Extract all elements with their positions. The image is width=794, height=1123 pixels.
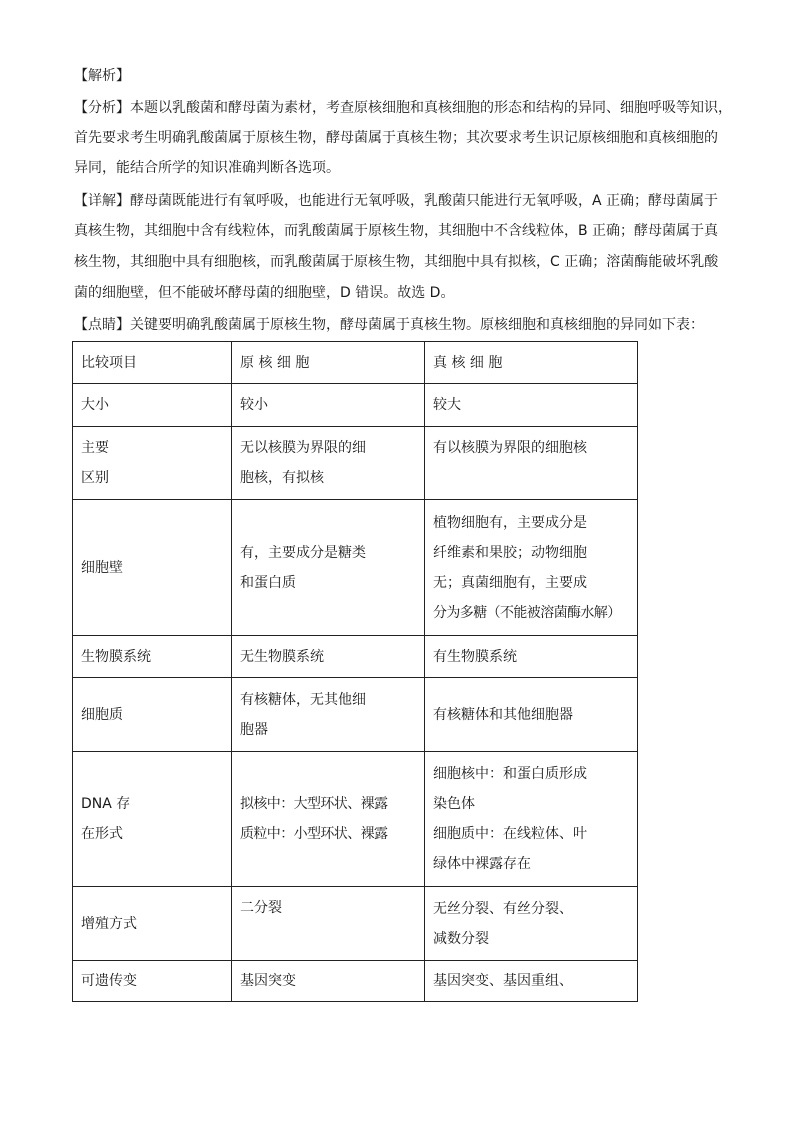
row-prokaryote-cell: 拟核中：大型环状、裸露 质粒中：小型环状、裸露 bbox=[232, 752, 425, 887]
section-heading: 【解析】 bbox=[74, 68, 130, 84]
row-prokaryote-cell: 有核糖体，无其他细 胞器 bbox=[232, 678, 425, 752]
row-eukaryote-cell: 细胞核中：和蛋白质形成 染色体 细胞质中：在线粒体、叶 绿体中裸露存在 bbox=[425, 752, 638, 887]
comparison-table bbox=[72, 341, 638, 1002]
row-item-cell: 增殖方式 bbox=[73, 887, 232, 961]
row-item-cell: 可遗传变 bbox=[73, 961, 232, 1002]
row-item-cell: 细胞质 bbox=[73, 678, 232, 752]
row-eukaryote-cell: 无丝分裂、有丝分裂、 减数分裂 bbox=[425, 887, 638, 961]
row-prokaryote-cell: 二分裂 bbox=[232, 887, 425, 961]
detail-line-3: 核生物，其细胞中具有细胞核，而乳酸菌属于原核生物，其细胞中具有拟核，C 正确；溶菌酶能破坏乳酸 bbox=[74, 254, 719, 270]
header-cell-prokaryote: 原 核 细 胞 bbox=[232, 342, 425, 384]
table-row bbox=[73, 384, 638, 427]
table-row bbox=[73, 427, 638, 500]
header-cell-eukaryote: 真 核 细 胞 bbox=[425, 342, 638, 384]
header-cell-item: 比较项目 bbox=[73, 342, 232, 384]
analysis-line-2: 首先要求考生明确乳酸菌属于原核生物，酵母菌属于真核生物；其次要求考生识记原核细胞和真核细胞的 bbox=[74, 130, 718, 146]
row-item-cell: 细胞壁 bbox=[73, 500, 232, 636]
analysis-line-1: 【分析】本题以乳酸菌和酵母菌为素材，考查原核细胞和真核细胞的形态和结构的异同、细胞呼吸等知识， bbox=[74, 100, 732, 116]
row-prokaryote-cell: 较小 bbox=[232, 384, 425, 427]
detail-line-1: 【详解】酵母菌既能进行有氧呼吸，也能进行无氧呼吸，乳酸菌只能进行无氧呼吸，A 正确；酵母菌属于 bbox=[74, 193, 719, 209]
row-prokaryote-cell: 无以核膜为界限的细 胞核，有拟核 bbox=[232, 427, 425, 500]
row-eukaryote-cell: 有核糖体和其他细胞器 bbox=[425, 678, 638, 752]
table-row bbox=[73, 961, 638, 1002]
row-eukaryote-cell: 较大 bbox=[425, 384, 638, 427]
table-row bbox=[73, 887, 638, 961]
table-row bbox=[73, 752, 638, 887]
row-item-cell: 主要 区别 bbox=[73, 427, 232, 500]
row-eukaryote-cell: 基因突变、基因重组、 bbox=[425, 961, 638, 1002]
table-header-row bbox=[73, 342, 638, 384]
row-prokaryote-cell: 基因突变 bbox=[232, 961, 425, 1002]
analysis-line-3: 异同，能结合所学的知识准确判断各选项。 bbox=[74, 160, 340, 176]
row-item-cell: DNA 存 在形式 bbox=[73, 752, 232, 887]
detail-line-4: 菌的细胞壁，但不能破坏酵母菌的细胞壁，D 错误。故选 D。 bbox=[74, 285, 455, 301]
table-row bbox=[73, 500, 638, 636]
row-prokaryote-cell: 有，主要成分是糖类 和蛋白质 bbox=[232, 500, 425, 636]
row-prokaryote-cell: 无生物膜系统 bbox=[232, 636, 425, 678]
row-item-cell: 生物膜系统 bbox=[73, 636, 232, 678]
table-row bbox=[73, 636, 638, 678]
row-eukaryote-cell: 有生物膜系统 bbox=[425, 636, 638, 678]
comment-line: 【点睛】关键要明确乳酸菌属于原核生物，酵母菌属于真核生物。原核细胞和真核细胞的异同如下表： bbox=[74, 317, 704, 333]
detail-line-2: 真核生物，其细胞中含有线粒体，而乳酸菌属于原核生物，其细胞中不含线粒体，B 正确；酵母菌属于真 bbox=[74, 223, 719, 239]
row-eukaryote-cell: 有以核膜为界限的细胞核 bbox=[425, 427, 638, 500]
table-row bbox=[73, 678, 638, 752]
row-item-cell: 大小 bbox=[73, 384, 232, 427]
row-eukaryote-cell: 植物细胞有，主要成分是 纤维素和果胶；动物细胞 无；真菌细胞有，主要成 分为多糖（不能被溶菌酶水解） bbox=[425, 500, 638, 636]
